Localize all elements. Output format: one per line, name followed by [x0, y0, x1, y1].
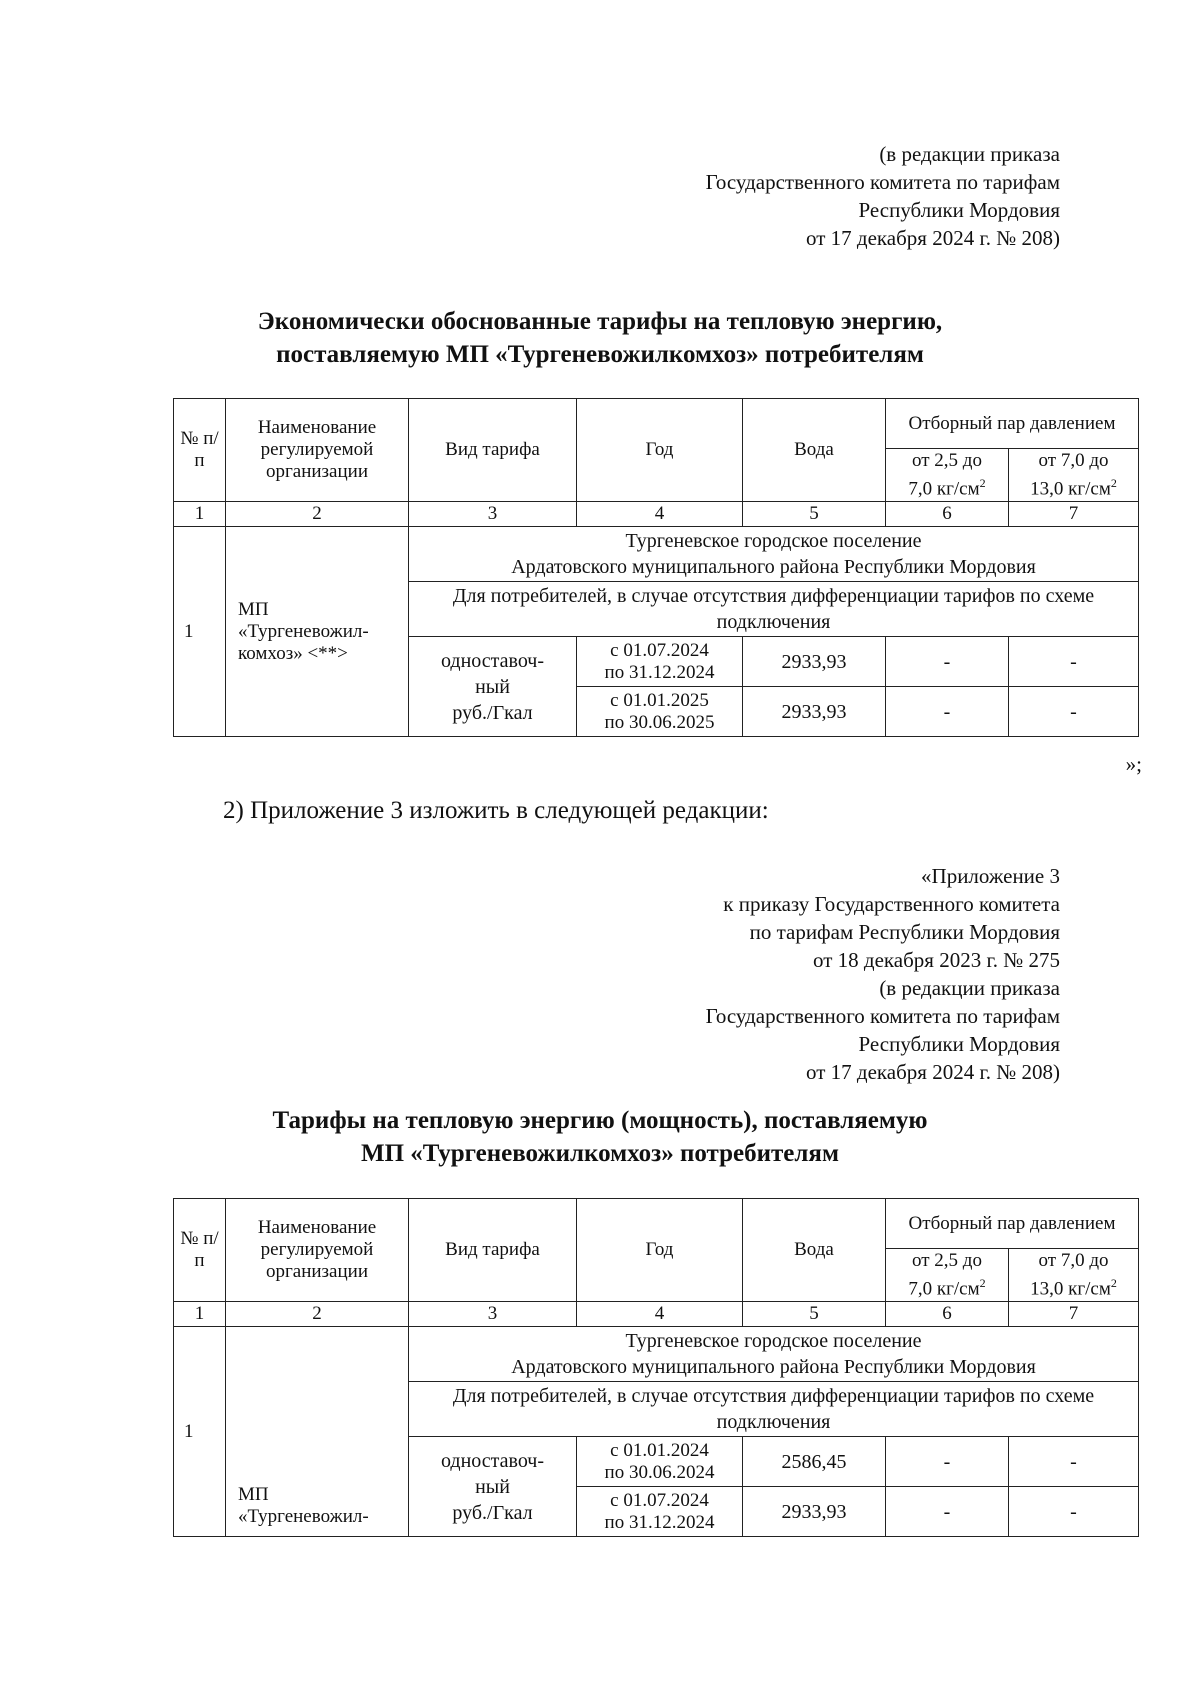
- steam-b-value: -: [1009, 1437, 1139, 1487]
- steam-a-line1: от 2,5 до: [912, 1250, 982, 1271]
- col-header-water: Вода: [743, 1199, 886, 1302]
- period-from: с 01.07.2024: [610, 1489, 709, 1511]
- item-2-instruction: 2) Приложение 3 изложить в следующей редакции:: [223, 797, 769, 824]
- tariff-table-2: [173, 1198, 1139, 1537]
- consumers-note: Для потребителей, в случае отсутствия дифференциации тарифов по схеме подключения: [409, 582, 1139, 637]
- tariff-type-line: руб./Гкал: [452, 1501, 533, 1524]
- title-line: поставляемую МП «Тургеневожилкомхоз» потребителям: [276, 341, 924, 368]
- col-header-type: Вид тарифа: [409, 1199, 577, 1302]
- period: [577, 1487, 743, 1537]
- approval-header-2: [706, 862, 1060, 1086]
- header-line: от 17 декабря 2024 г. № 208): [806, 1060, 1060, 1084]
- tariff-type-line: руб./Гкал: [452, 701, 533, 724]
- period-to: по 31.12.2024: [604, 1511, 715, 1533]
- org-name: [226, 1327, 409, 1537]
- steam-b-value: -: [1009, 637, 1139, 687]
- row-number: 1: [174, 527, 226, 737]
- org-name-line: «Тургеневожил-: [238, 1506, 369, 1528]
- col-index: 4: [577, 1302, 743, 1327]
- tariff-type-line: одноставоч-: [440, 1449, 545, 1472]
- col-index: 5: [743, 502, 886, 527]
- period: [577, 687, 743, 737]
- steam-a-value: -: [886, 637, 1009, 687]
- tariff-type-line: ный: [475, 675, 510, 698]
- tariff-type-line: ный: [475, 1475, 510, 1498]
- closing-quote: »;: [1125, 752, 1142, 776]
- water-value: 2933,93: [743, 637, 886, 687]
- tariff-type: [409, 1437, 577, 1537]
- period-to: по 30.06.2024: [604, 1461, 715, 1483]
- title-line: МП «Тургеневожилкомхоз» потребителям: [360, 1140, 839, 1167]
- col-index: 5: [743, 1302, 886, 1327]
- col-index: 1: [174, 1302, 226, 1327]
- steam-b-line2: 13,0 $кг/см^2$: [1030, 476, 1117, 500]
- col-index: 7: [1009, 1302, 1139, 1327]
- period-from: с 01.01.2025: [610, 689, 709, 711]
- col-header-steam: Отборный пар давлением: [886, 399, 1139, 449]
- period: [577, 1437, 743, 1487]
- tariff-type: [409, 637, 577, 737]
- tariff-table-1: [173, 398, 1139, 737]
- col-header-steam-a: [886, 1249, 1009, 1302]
- steam-a-value: -: [886, 1437, 1009, 1487]
- header-line: Республики Мордовия: [858, 1032, 1060, 1056]
- header-line: Республики Мордовия: [858, 198, 1060, 222]
- consumers-note: Для потребителей, в случае отсутствия дифференциации тарифов по схеме подключения: [409, 1382, 1139, 1437]
- col-index: 2: [226, 502, 409, 527]
- period-from: с 01.07.2024: [610, 639, 709, 661]
- steam-a-line1: от 2,5 до: [912, 450, 982, 471]
- steam-b-line1: от 7,0 до: [1038, 450, 1109, 471]
- org-name: [226, 527, 409, 737]
- header-line: Государственного комитета по тарифам: [705, 170, 1060, 194]
- title-line: Тарифы на тепловую энергию (мощность), поставляемую: [272, 1107, 928, 1134]
- col-index: 3: [409, 1302, 577, 1327]
- steam-b-value: -: [1009, 687, 1139, 737]
- tariff-type-line: одноставоч-: [440, 649, 545, 672]
- steam-b-line2: 13,0 $кг/см^2$: [1030, 1276, 1117, 1300]
- col-header-type: Вид тарифа: [409, 399, 577, 502]
- org-name-line: МП: [238, 598, 269, 620]
- period-from: с 01.01.2024: [610, 1439, 709, 1461]
- col-index: 4: [577, 502, 743, 527]
- settlement-line: Ардатовского муниципального района Республики Мордовия: [511, 1356, 1036, 1379]
- col-index: 6: [886, 502, 1009, 527]
- steam-a-value: -: [886, 1487, 1009, 1537]
- water-value: 2933,93: [743, 1487, 886, 1537]
- col-header-water: Вода: [743, 399, 886, 502]
- col-header-num: № п/п: [174, 399, 226, 502]
- header-line: Государственного комитета по тарифам: [705, 1004, 1060, 1028]
- org-name-line: «Тургеневожил-: [238, 620, 369, 642]
- steam-a-value: -: [886, 687, 1009, 737]
- settlement-line: Тургеневское городское поселение: [625, 1330, 922, 1353]
- col-header-org: Наименование регулируемой организации: [226, 1199, 409, 1302]
- settlement-line: Тургеневское городское поселение: [625, 530, 922, 553]
- col-header-num: № п/п: [174, 1199, 226, 1302]
- water-value: 2586,45: [743, 1437, 886, 1487]
- row-number: 1: [174, 1327, 226, 1537]
- col-index: 1: [174, 502, 226, 527]
- col-header-steam-b: [1009, 449, 1139, 502]
- water-value: 2933,93: [743, 687, 886, 737]
- title-line: Экономически обоснованные тарифы на тепловую энергию,: [257, 308, 943, 335]
- header-line: «Приложение 3: [921, 864, 1060, 888]
- org-name-line: МП: [238, 1484, 269, 1506]
- col-header-steam-a: [886, 449, 1009, 502]
- title-1: [0, 305, 1200, 371]
- steam-a-line2: 7,0 $кг/см^2$: [908, 1276, 986, 1300]
- col-index: 6: [886, 1302, 1009, 1327]
- settlement: [409, 527, 1139, 582]
- col-index: 2: [226, 1302, 409, 1327]
- org-name-line: комхоз» <**>: [238, 642, 348, 664]
- header-line: (в редакции приказа: [879, 142, 1060, 166]
- approval-header-1: [706, 140, 1060, 252]
- header-line: по тарифам Республики Мордовия: [749, 920, 1060, 944]
- title-2: [0, 1104, 1200, 1170]
- period-to: по 31.12.2024: [604, 661, 715, 683]
- col-header-year: Год: [577, 399, 743, 502]
- header-line: (в редакции приказа: [879, 976, 1060, 1000]
- settlement-line: Ардатовского муниципального района Республики Мордовия: [511, 556, 1036, 579]
- col-header-year: Год: [577, 1199, 743, 1302]
- header-line: от 17 декабря 2024 г. № 208): [806, 226, 1060, 250]
- steam-b-value: -: [1009, 1487, 1139, 1537]
- steam-a-line2: 7,0 $кг/см^2$: [908, 476, 986, 500]
- col-header-steam: Отборный пар давлением: [886, 1199, 1139, 1249]
- steam-b-line1: от 7,0 до: [1038, 1250, 1109, 1271]
- col-index: 7: [1009, 502, 1139, 527]
- col-header-steam-b: [1009, 1249, 1139, 1302]
- period-to: по 30.06.2025: [604, 711, 715, 733]
- settlement: [409, 1327, 1139, 1382]
- col-header-org: Наименование регулируемой организации: [226, 399, 409, 502]
- col-index: 3: [409, 502, 577, 527]
- header-line: от 18 декабря 2023 г. № 275: [813, 948, 1060, 972]
- header-line: к приказу Государственного комитета: [723, 892, 1060, 916]
- period: [577, 637, 743, 687]
